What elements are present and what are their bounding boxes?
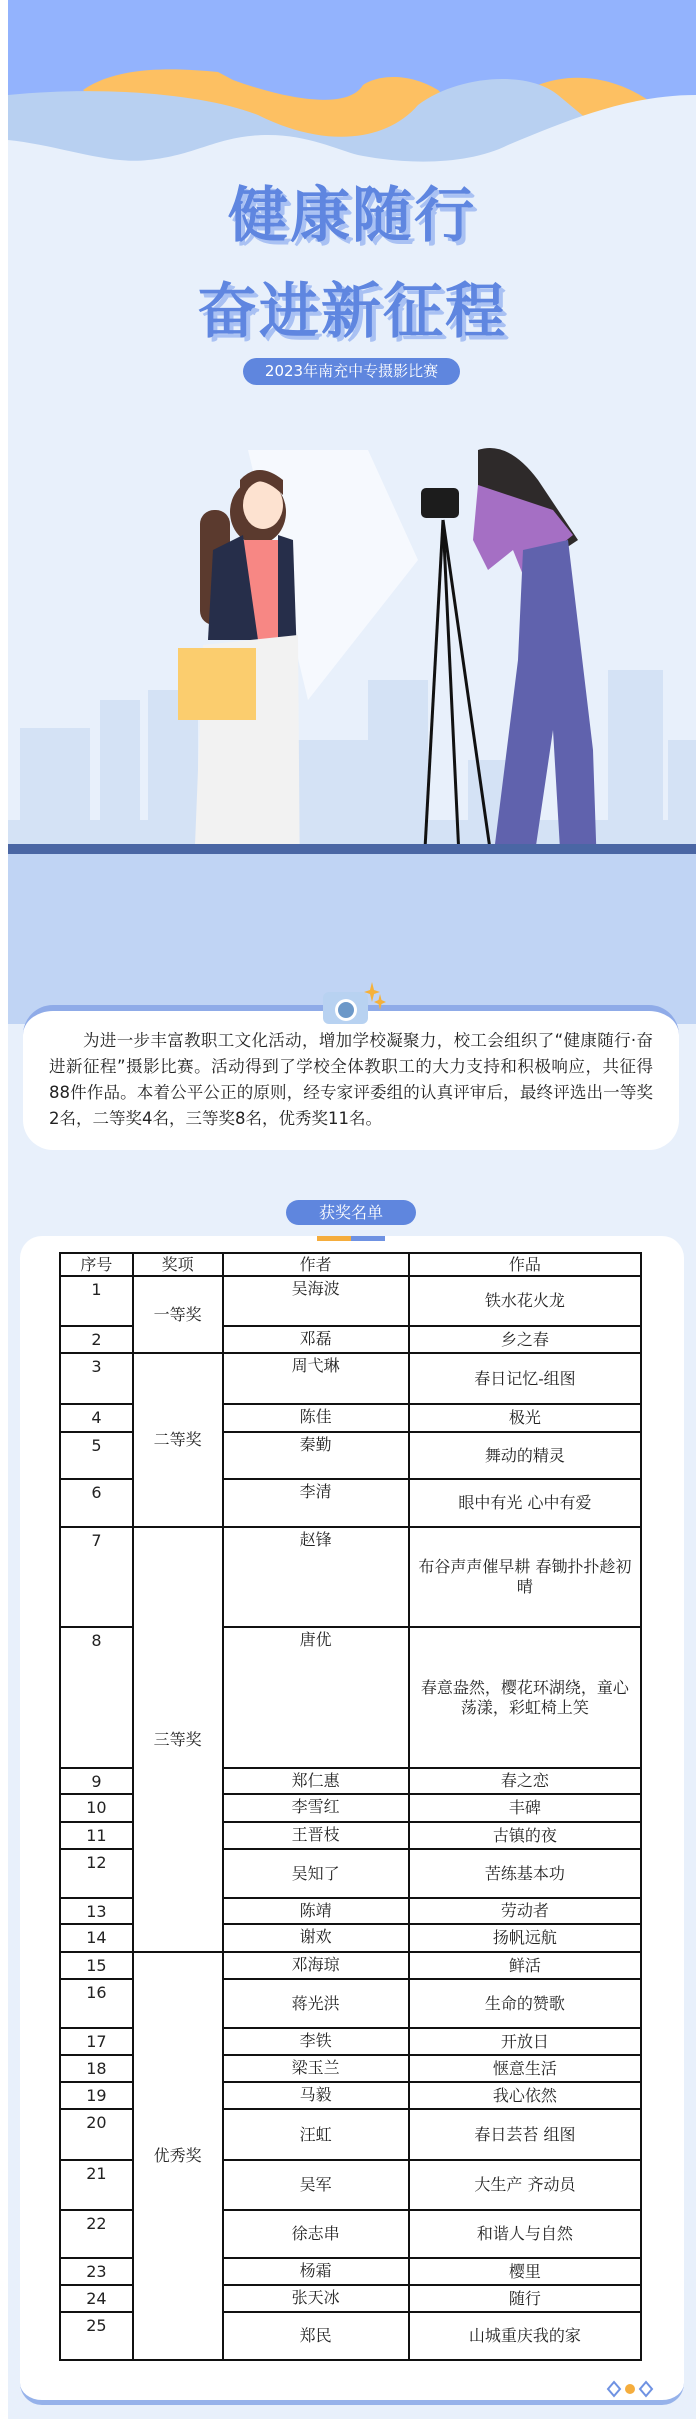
author-name: 梁玉兰 bbox=[223, 2055, 409, 2082]
row-number: 20 bbox=[60, 2109, 133, 2160]
work-title: 春日芸苔 组图 bbox=[409, 2109, 641, 2160]
author-name: 吴知了 bbox=[223, 1849, 409, 1898]
work-title: 我心依然 bbox=[409, 2082, 641, 2109]
row-number: 17 bbox=[60, 2028, 133, 2055]
ground-line bbox=[8, 844, 696, 854]
row-number: 21 bbox=[60, 2160, 133, 2210]
author-name: 周弋琳 bbox=[223, 1353, 409, 1404]
work-title: 开放日 bbox=[409, 2028, 641, 2055]
work-title: 春之恋 bbox=[409, 1768, 641, 1794]
award-level: 二等奖 bbox=[133, 1353, 223, 1527]
work-title: 舞动的精灵 bbox=[409, 1432, 641, 1479]
work-title: 铁水花火龙 bbox=[409, 1276, 641, 1326]
work-title: 大生产 齐动员 bbox=[409, 2160, 641, 2210]
work-title: 山城重庆我的家 bbox=[409, 2312, 641, 2360]
row-number: 13 bbox=[60, 1898, 133, 1924]
work-title: 和谐人与自然 bbox=[409, 2210, 641, 2258]
row-number: 19 bbox=[60, 2082, 133, 2109]
divider-accent bbox=[317, 1236, 351, 1241]
award-level: 一等奖 bbox=[133, 1276, 223, 1353]
author-name: 汪虹 bbox=[223, 2109, 409, 2160]
header-author: 作者 bbox=[223, 1253, 409, 1276]
section-badge-winners: 获奖名单 bbox=[286, 1200, 416, 1225]
author-name: 赵锋 bbox=[223, 1527, 409, 1627]
table-row bbox=[60, 1353, 641, 1404]
row-number: 15 bbox=[60, 1952, 133, 1979]
header-work: 作品 bbox=[409, 1253, 641, 1276]
table-row bbox=[60, 1952, 641, 1979]
header-wave-banner bbox=[8, 0, 696, 200]
work-title: 樱里 bbox=[409, 2258, 641, 2285]
author-name: 蒋光洪 bbox=[223, 1979, 409, 2028]
row-number: 1 bbox=[60, 1276, 133, 1326]
subtitle-badge: 2023年南充中专摄影比赛 bbox=[243, 358, 460, 385]
title-line-2: 奋进新征程 bbox=[197, 277, 507, 347]
table-row bbox=[60, 1276, 641, 1326]
row-number: 22 bbox=[60, 2210, 133, 2258]
author-name: 李铁 bbox=[223, 2028, 409, 2055]
poster-page bbox=[8, 0, 696, 2419]
row-number: 11 bbox=[60, 1822, 133, 1849]
award-level: 三等奖 bbox=[133, 1527, 223, 1952]
intro-paragraph: 为进一步丰富教职工文化活动，增加学校凝聚力，校工会组织了“健康随行·奋进新征程”摄影比赛。活动得到了学校全体教职工的大力支持和积极响应，共征得88件作品。本着公平公正的原则，经专家评委组的认真评审后，最终评选出一等奖2名，二等奖4名，三等奖8名，优秀奖11名。 bbox=[49, 1031, 653, 1128]
work-title: 春意盎然，樱花环湖绕，童心荡漾，彩虹椅上笑 bbox=[409, 1627, 641, 1768]
author-name: 张天冰 bbox=[223, 2285, 409, 2312]
work-title: 劳动者 bbox=[409, 1898, 641, 1924]
row-number: 3 bbox=[60, 1353, 133, 1404]
work-title: 古镇的夜 bbox=[409, 1822, 641, 1849]
work-title: 乡之春 bbox=[409, 1326, 641, 1353]
author-name: 吴海波 bbox=[223, 1276, 409, 1326]
row-number: 9 bbox=[60, 1768, 133, 1794]
work-title: 布谷声声催早耕 春锄扑扑趁初晴 bbox=[409, 1527, 641, 1627]
work-title: 鲜活 bbox=[409, 1952, 641, 1979]
row-number: 8 bbox=[60, 1627, 133, 1768]
header-seq: 序号 bbox=[60, 1253, 133, 1276]
work-title: 惬意生活 bbox=[409, 2055, 641, 2082]
work-title: 眼中有光 心中有爱 bbox=[409, 1479, 641, 1527]
row-number: 7 bbox=[60, 1527, 133, 1627]
author-name: 徐志串 bbox=[223, 2210, 409, 2258]
work-title: 随行 bbox=[409, 2285, 641, 2312]
row-number: 14 bbox=[60, 1924, 133, 1952]
row-number: 10 bbox=[60, 1794, 133, 1822]
author-name: 陈靖 bbox=[223, 1898, 409, 1924]
author-name: 谢欢 bbox=[223, 1924, 409, 1952]
author-name: 秦勤 bbox=[223, 1432, 409, 1479]
author-name: 唐优 bbox=[223, 1627, 409, 1768]
row-number: 12 bbox=[60, 1849, 133, 1898]
work-title: 苦练基本功 bbox=[409, 1849, 641, 1898]
row-number: 16 bbox=[60, 1979, 133, 2028]
row-number: 2 bbox=[60, 1326, 133, 1353]
photographer-illustration bbox=[8, 400, 696, 855]
title-line-1: 健康随行 bbox=[228, 181, 476, 251]
work-title: 扬帆远航 bbox=[409, 1924, 641, 1952]
author-name: 杨霜 bbox=[223, 2258, 409, 2285]
author-name: 吴军 bbox=[223, 2160, 409, 2210]
row-number: 4 bbox=[60, 1404, 133, 1432]
row-number: 24 bbox=[60, 2285, 133, 2312]
author-name: 马毅 bbox=[223, 2082, 409, 2109]
work-title: 丰碑 bbox=[409, 1794, 641, 1822]
row-number: 6 bbox=[60, 1479, 133, 1527]
table-header-row bbox=[60, 1253, 641, 1276]
author-name: 李清 bbox=[223, 1479, 409, 1527]
author-name: 李雪红 bbox=[223, 1794, 409, 1822]
photographer-figure bbox=[420, 448, 603, 855]
header-award: 奖项 bbox=[133, 1253, 223, 1276]
divider-accent bbox=[351, 1236, 385, 1241]
award-level: 优秀奖 bbox=[133, 1952, 223, 2360]
work-title: 春日记忆-组图 bbox=[409, 1353, 641, 1404]
camera-sparkle-icon bbox=[320, 982, 390, 1024]
author-name: 邓磊 bbox=[223, 1326, 409, 1353]
row-number: 25 bbox=[60, 2312, 133, 2360]
row-number: 5 bbox=[60, 1432, 133, 1479]
row-number: 23 bbox=[60, 2258, 133, 2285]
camera-icon bbox=[421, 488, 459, 518]
row-number: 18 bbox=[60, 2055, 133, 2082]
author-name: 邓海琼 bbox=[223, 1952, 409, 1979]
decorative-dots-icon bbox=[606, 2380, 654, 2398]
author-name: 郑仁惠 bbox=[223, 1768, 409, 1794]
winners-table bbox=[59, 1252, 642, 2361]
work-title: 极光 bbox=[409, 1404, 641, 1432]
author-name: 陈佳 bbox=[223, 1404, 409, 1432]
work-title: 生命的赞歌 bbox=[409, 1979, 641, 2028]
author-name: 郑民 bbox=[223, 2312, 409, 2360]
author-name: 王晋枝 bbox=[223, 1822, 409, 1849]
table-row bbox=[60, 1527, 641, 1627]
